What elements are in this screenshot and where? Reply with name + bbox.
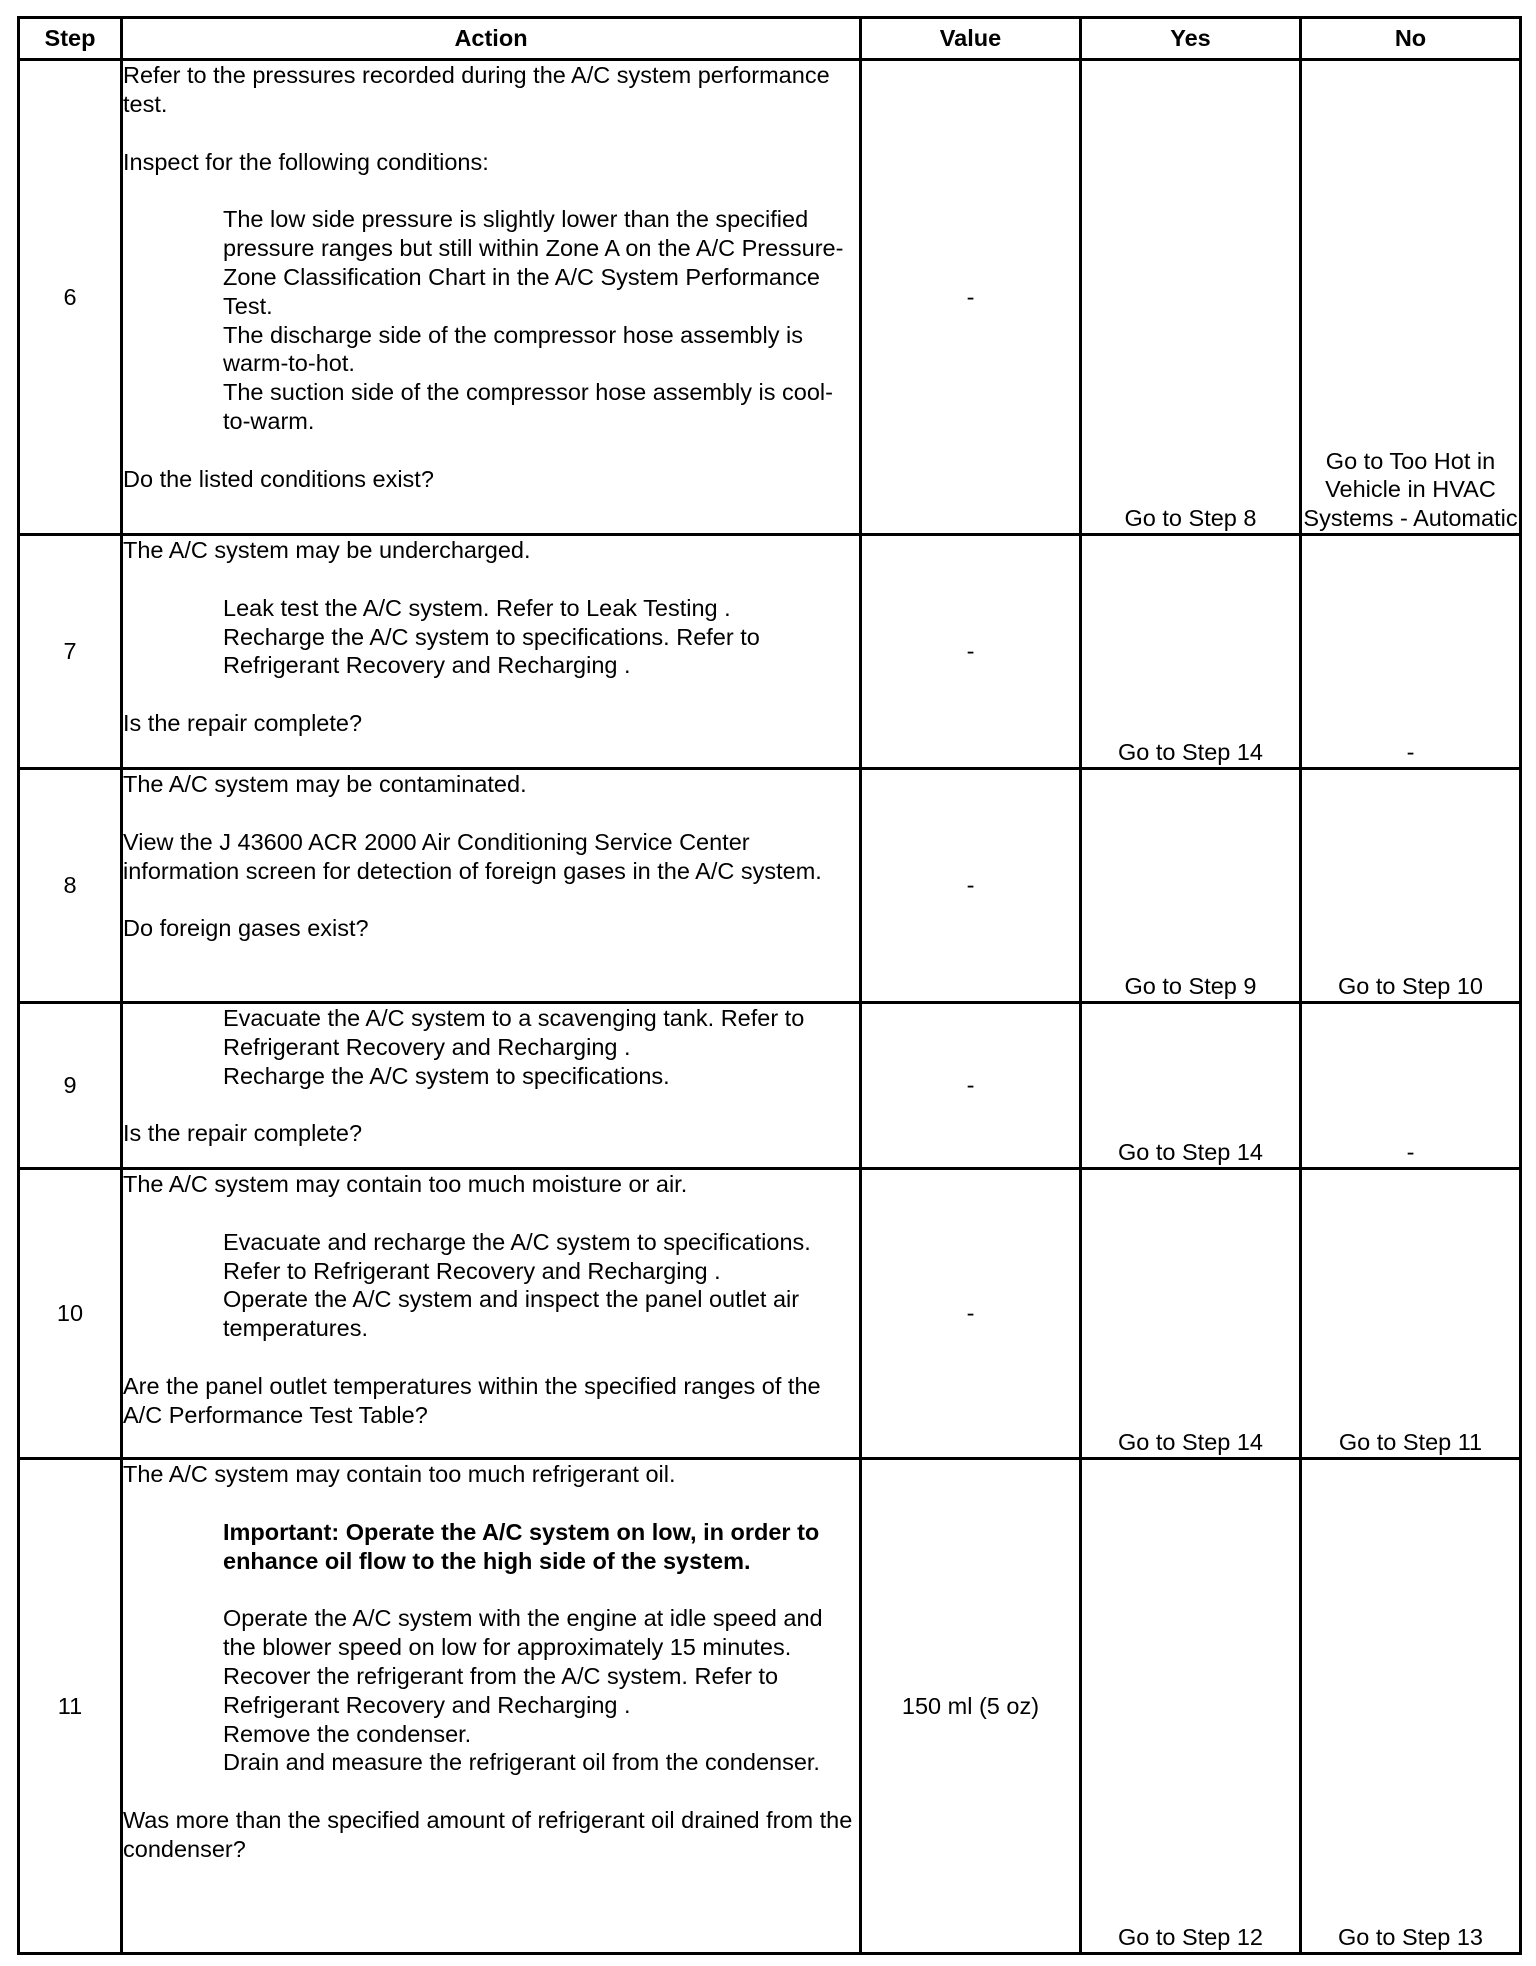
action-text: The A/C system may be contaminated. [123, 771, 527, 797]
action-cell [122, 1003, 861, 1169]
list-item: Leak test the A/C system. Refer to Leak Testing . [223, 594, 731, 621]
table-row [19, 769, 1521, 1003]
action-question: Is the repair complete? [123, 710, 363, 737]
header-yes: Yes [1081, 18, 1301, 60]
action-text: Inspect for the following conditions: [123, 148, 489, 175]
no-cell: - [1301, 535, 1521, 769]
action-cell [122, 1169, 861, 1459]
list-item: Operate the A/C system and inspect the panel outlet air temperatures. [223, 1286, 800, 1342]
list-item: Drain and measure the refrigerant oil from the condenser. [223, 1749, 820, 1776]
action-question: Is the repair complete? [123, 1120, 363, 1147]
header-row [19, 18, 1521, 60]
action-question: Was more than the specified amount of refrigerant oil drained from the condenser? [123, 1807, 853, 1862]
value-cell: 150 ml (5 oz) [861, 1459, 1081, 1954]
step-number: 7 [19, 535, 122, 769]
no-cell: Go to Too Hot in Vehicle in HVAC Systems - Automatic [1301, 60, 1521, 535]
step-number: 8 [19, 769, 122, 1003]
list-item: Evacuate the A/C system to a scavenging tank. Refer to Refrigerant Recovery and Recharging . [223, 1005, 805, 1060]
action-text: The A/C system may contain too much moisture or air. [123, 1171, 688, 1197]
header-value: Value [861, 18, 1081, 60]
no-cell: Go to Step 11 [1301, 1169, 1521, 1459]
header-action: Action [122, 18, 861, 60]
action-list [123, 205, 859, 435]
step-number: 11 [19, 1459, 122, 1954]
action-cell [122, 1459, 861, 1954]
action-list [123, 1004, 859, 1090]
yes-cell: Go to Step 14 [1081, 535, 1301, 769]
list-item: Operate the A/C system with the engine at idle speed and the blower speed on low for approximately 15 minutes. [223, 1605, 823, 1661]
yes-cell: Go to Step 12 [1081, 1459, 1301, 1954]
table-row [19, 535, 1521, 769]
yes-cell: Go to Step 14 [1081, 1169, 1301, 1459]
action-question: Are the panel outlet temperatures within the specified ranges of the A/C Performance Test Table? [123, 1372, 821, 1428]
yes-cell: Go to Step 14 [1081, 1003, 1301, 1169]
list-item: The low side pressure is slightly lower than the specified pressure ranges but still within Zone A on the A/C Pressure-Zone Classification Chart in the A/C System Performance Test. [223, 206, 844, 319]
table-row [19, 1459, 1521, 1954]
action-cell [122, 60, 861, 535]
diagnostic-table [17, 16, 1522, 1955]
list-item: Recharge the A/C system to specifications. Refer to Refrigerant Recovery and Recharging . [223, 623, 760, 679]
action-list [123, 1228, 859, 1343]
list-item: Remove the condenser. [223, 1720, 472, 1747]
value-cell: - [861, 535, 1081, 769]
table-row [19, 1169, 1521, 1459]
list-item: The suction side of the compressor hose assembly is cool-to-warm. [223, 379, 833, 434]
action-cell [122, 769, 861, 1003]
value-cell: - [861, 1169, 1081, 1459]
list-item: The discharge side of the compressor hose assembly is warm-to-hot. [223, 321, 803, 377]
action-question: Do foreign gases exist? [123, 915, 369, 942]
action-text: The A/C system may contain too much refrigerant oil. [123, 1461, 676, 1487]
list-item: Evacuate and recharge the A/C system to specifications. Refer to Refrigerant Recovery and Recharging . [223, 1228, 811, 1284]
step-number: 6 [19, 60, 122, 535]
step-number: 10 [19, 1169, 122, 1459]
value-cell: - [861, 769, 1081, 1003]
table-row [19, 60, 1521, 535]
value-cell: - [861, 1003, 1081, 1169]
no-cell: Go to Step 10 [1301, 769, 1521, 1003]
action-cell [122, 535, 861, 769]
action-text: The A/C system may be undercharged. [123, 537, 531, 563]
list-item: Recharge the A/C system to specifications. [223, 1062, 670, 1089]
action-text: Refer to the pressures recorded during the A/C system performance test. [123, 62, 830, 117]
header-step: Step [19, 18, 122, 60]
header-no: No [1301, 18, 1521, 60]
important-note: Important: Operate the A/C system on low, in order to enhance oil flow to the high side of the system. [223, 1518, 820, 1574]
table-row [19, 1003, 1521, 1169]
list-item: Recover the refrigerant from the A/C system. Refer to Refrigerant Recovery and Recharging . [223, 1662, 779, 1718]
step-number: 9 [19, 1003, 122, 1169]
action-text: View the J 43600 ACR 2000 Air Conditioning Service Center information screen for detection of foreign gases in the A/C system. [123, 828, 822, 884]
no-cell: - [1301, 1003, 1521, 1169]
yes-cell: Go to Step 9 [1081, 769, 1301, 1003]
action-list [123, 1604, 859, 1777]
yes-cell: Go to Step 8 [1081, 60, 1301, 535]
value-cell: - [861, 60, 1081, 535]
no-cell: Go to Step 13 [1301, 1459, 1521, 1954]
action-list [123, 594, 859, 680]
action-question: Do the listed conditions exist? [123, 465, 434, 492]
